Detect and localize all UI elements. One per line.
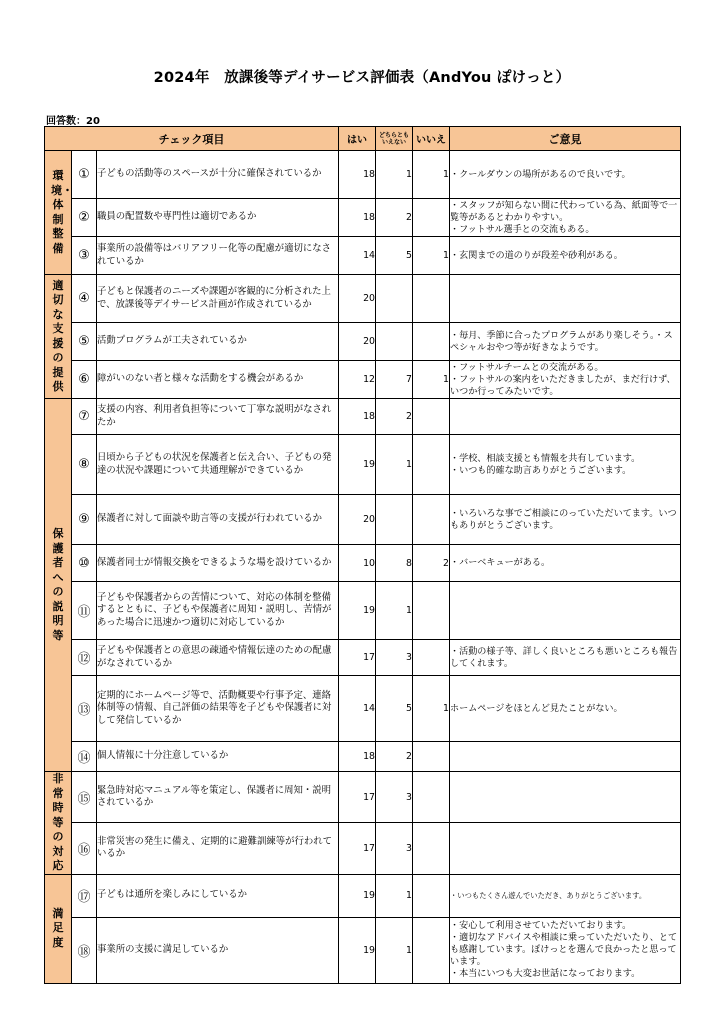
item-number: ⑨ <box>72 495 97 545</box>
table-row <box>45 237 681 275</box>
opinion-line: ・学校、相談支援とも情報を共有しています。 <box>450 453 641 464</box>
yes-count: 19 <box>339 435 376 495</box>
table-row <box>45 151 681 199</box>
yes-count: 14 <box>339 237 376 275</box>
no-count <box>413 399 450 435</box>
header-neither <box>376 127 413 151</box>
item-number: ⑪ <box>72 582 97 640</box>
table-row <box>45 495 681 545</box>
item-number: ① <box>72 151 97 199</box>
check-item-text: 職員の配置数や専門性は適切であるか <box>97 199 339 237</box>
header-neither-line2: いえない <box>382 138 407 146</box>
item-number: ⑧ <box>72 435 97 495</box>
opinion-cell <box>450 199 681 237</box>
opinion-line: ・玄関までの道のりが段差や砂利がある。 <box>450 250 623 261</box>
yes-count: 12 <box>339 361 376 399</box>
check-item-text: 子どもや保護者からの苦情について、対応の体制を整備するとともに、子どもや保護者に周知・説明し、苦情があった場合に迅速かつ適切に対応しているか <box>97 582 339 640</box>
check-item-text: 障がいのない者と様々な活動をする機会があるか <box>97 361 339 399</box>
opinion-cell <box>450 582 681 640</box>
opinion-line: ・フットサルチームとの交流がある。 <box>450 362 604 373</box>
category-text: 保護者への説明等 <box>52 527 64 642</box>
neither-count: 1 <box>376 874 413 917</box>
table-row <box>45 823 681 874</box>
neither-count: 3 <box>376 640 413 676</box>
neither-count: 3 <box>376 772 413 823</box>
category-label <box>45 275 72 399</box>
no-count <box>413 323 450 361</box>
neither-count: 2 <box>376 199 413 237</box>
yes-count: 17 <box>339 823 376 874</box>
evaluation-table <box>44 126 681 984</box>
table-row <box>45 435 681 495</box>
category-text: 適切な支援の提供 <box>52 278 64 393</box>
yes-count: 18 <box>339 151 376 199</box>
neither-count: 3 <box>376 823 413 874</box>
check-item-text: 保護者同士が情報交換をできるような場を設けているか <box>97 545 339 582</box>
opinion-cell <box>450 917 681 983</box>
check-item-text: 日頃から子どもの状況を保護者と伝え合い、子どもの発達の状況や課題について共通理解ができているか <box>97 435 339 495</box>
table-row <box>45 199 681 237</box>
opinion-cell <box>450 237 681 275</box>
header-opinion: ご意見 <box>450 127 681 151</box>
no-count: 1 <box>413 237 450 275</box>
page-title: 2024年 放課後等デイサービス評価表（AndYou ぽけっと） <box>153 70 571 86</box>
table-row <box>45 772 681 823</box>
no-count <box>413 874 450 917</box>
opinion-cell <box>450 323 681 361</box>
no-count <box>413 495 450 545</box>
opinion-cell <box>450 772 681 823</box>
check-item-text: 支援の内容、利用者負担等について丁寧な説明がなされたか <box>97 399 339 435</box>
header-no: いいえ <box>413 127 450 151</box>
table-row <box>45 545 681 582</box>
response-count: 回答数：20 <box>46 116 100 127</box>
item-number: ⑯ <box>72 823 97 874</box>
table-row <box>45 275 681 323</box>
check-item-text: 事業所の設備等はバリアフリー化等の配慮が適切になされているか <box>97 237 339 275</box>
check-item-text: 子どもと保護者のニーズや課題が客観的に分析された上で、放課後等デイサービス計画が作成されているか <box>97 275 339 323</box>
category-text: 非常時等の対応 <box>52 772 64 872</box>
item-number: ③ <box>72 237 97 275</box>
check-item-text: 緊急時対応マニュアル等を策定し、保護者に周知・説明されているか <box>97 772 339 823</box>
neither-count <box>376 275 413 323</box>
category-text: 環境・体制整備 <box>51 169 73 255</box>
category-label <box>45 772 72 875</box>
no-count <box>413 917 450 983</box>
opinion-line: ホームページをほとんど見たことがない。 <box>450 703 623 714</box>
opinion-line: ・いろいろな事でご相談にのっていただいてます。いつもありがとうございます。 <box>450 508 677 531</box>
neither-count <box>376 495 413 545</box>
check-item-text: 子どもは通所を楽しみにしているか <box>97 874 339 917</box>
item-number: ⑰ <box>72 874 97 917</box>
check-item-text: 活動プログラムが工夫されているか <box>97 323 339 361</box>
neither-count: 5 <box>376 676 413 742</box>
opinion-line: ・バーベキューがある。 <box>450 558 551 568</box>
opinion-cell <box>450 742 681 772</box>
no-count <box>413 435 450 495</box>
item-number: ⑭ <box>72 742 97 772</box>
yes-count: 10 <box>339 545 376 582</box>
neither-count: 5 <box>376 237 413 275</box>
neither-count: 8 <box>376 545 413 582</box>
table-row <box>45 323 681 361</box>
category-text: 満足度 <box>52 906 64 949</box>
table-row <box>45 874 681 917</box>
table-row <box>45 582 681 640</box>
no-count <box>413 772 450 823</box>
opinion-line: ・活動の様子等、詳しく良いところも悪いところも報告してくれます。 <box>450 646 678 669</box>
opinion-cell <box>450 435 681 495</box>
item-number: ② <box>72 199 97 237</box>
yes-count: 14 <box>339 676 376 742</box>
item-number: ⑬ <box>72 676 97 742</box>
opinion-cell <box>450 823 681 874</box>
opinion-cell <box>450 151 681 199</box>
category-label <box>45 399 72 772</box>
yes-count: 17 <box>339 640 376 676</box>
opinion-cell <box>450 874 681 917</box>
neither-count <box>376 323 413 361</box>
table-row <box>45 742 681 772</box>
check-item-text: 事業所の支援に満足しているか <box>97 917 339 983</box>
opinion-line: ・毎月、季節に合ったプログラムがあり楽しそう。・スペシャルおやつ等が好きなようです。 <box>450 330 673 353</box>
check-item-text: 個人情報に十分注意しているか <box>97 742 339 772</box>
opinion-line: ・フットサル選手との交流もある。 <box>450 224 595 235</box>
no-count <box>413 640 450 676</box>
opinion-cell <box>450 399 681 435</box>
yes-count: 20 <box>339 495 376 545</box>
item-number: ⑮ <box>72 772 97 823</box>
yes-count: 20 <box>339 323 376 361</box>
neither-count: 1 <box>376 582 413 640</box>
item-number: ⑤ <box>72 323 97 361</box>
neither-count: 2 <box>376 742 413 772</box>
yes-count: 18 <box>339 399 376 435</box>
opinion-line: ・安心して利用させていただいております。 <box>450 921 632 931</box>
check-item-text: 保護者に対して面談や助言等の支援が行われているか <box>97 495 339 545</box>
check-item-text: 定期的にホームページ等で、活動概要や行事予定、連絡体制等の情報、自己評価の結果等を子どもや保護者に対して発信しているか <box>97 676 339 742</box>
no-count: 2 <box>413 545 450 582</box>
category-label <box>45 151 72 275</box>
opinion-line: ・いつも的確な助言ありがとうございます。 <box>450 465 632 476</box>
neither-count: 1 <box>376 435 413 495</box>
header-yes: はい <box>339 127 376 151</box>
no-count <box>413 275 450 323</box>
neither-count: 1 <box>376 151 413 199</box>
no-count <box>413 823 450 874</box>
opinion-line: ・いつもたくさん遊んでいただき、ありがとうございます。 <box>450 890 647 900</box>
no-count <box>413 199 450 237</box>
opinion-line: ・本当にいつも大変お世話になっております。 <box>450 969 641 979</box>
header-row <box>45 127 681 151</box>
yes-count: 19 <box>339 874 376 917</box>
item-number: ⑩ <box>72 545 97 582</box>
opinion-line: ・フットサルの案内をいただきましたが、まだ行けず、いつか行ってみたいです。 <box>450 374 676 397</box>
check-item-text: 子どもや保護者との意思の疎通や情報伝達のための配慮がなされているか <box>97 640 339 676</box>
neither-count: 7 <box>376 361 413 399</box>
yes-count: 19 <box>339 582 376 640</box>
yes-count: 18 <box>339 199 376 237</box>
opinion-cell <box>450 545 681 582</box>
opinion-cell <box>450 640 681 676</box>
item-number: ⑱ <box>72 917 97 983</box>
table-row <box>45 640 681 676</box>
no-count: 1 <box>413 361 450 399</box>
table-row <box>45 917 681 983</box>
header-check-item: チェック項目 <box>45 127 339 151</box>
opinion-line: ・適切なアドバイスや相談に乗っていただいたり、とても感謝しています。ぽけっとを選んで良かったと思っています。 <box>450 933 678 967</box>
item-number: ④ <box>72 275 97 323</box>
opinion-cell <box>450 676 681 742</box>
item-number: ⑫ <box>72 640 97 676</box>
opinion-cell <box>450 495 681 545</box>
header-neither-line1: どちらとも <box>379 131 410 139</box>
no-count <box>413 742 450 772</box>
item-number: ⑦ <box>72 399 97 435</box>
item-number: ⑥ <box>72 361 97 399</box>
opinion-line: ・スタッフが知らない間に代わっている為、紙面等で一覧等があるとわかりやすい。 <box>450 200 678 223</box>
yes-count: 17 <box>339 772 376 823</box>
check-item-text: 子どもの活動等のスペースが十分に確保されているか <box>97 151 339 199</box>
yes-count: 18 <box>339 742 376 772</box>
check-item-text: 非常災害の発生に備え、定期的に避難訓練等が行われているか <box>97 823 339 874</box>
yes-count: 19 <box>339 917 376 983</box>
opinion-cell <box>450 275 681 323</box>
category-label <box>45 874 72 983</box>
no-count <box>413 582 450 640</box>
neither-count: 1 <box>376 917 413 983</box>
no-count: 1 <box>413 151 450 199</box>
no-count: 1 <box>413 676 450 742</box>
table-row <box>45 399 681 435</box>
table-row <box>45 361 681 399</box>
neither-count: 2 <box>376 399 413 435</box>
opinion-line: ・クールダウンの場所があるので良いです。 <box>450 169 631 180</box>
yes-count: 20 <box>339 275 376 323</box>
opinion-cell <box>450 361 681 399</box>
table-row <box>45 676 681 742</box>
